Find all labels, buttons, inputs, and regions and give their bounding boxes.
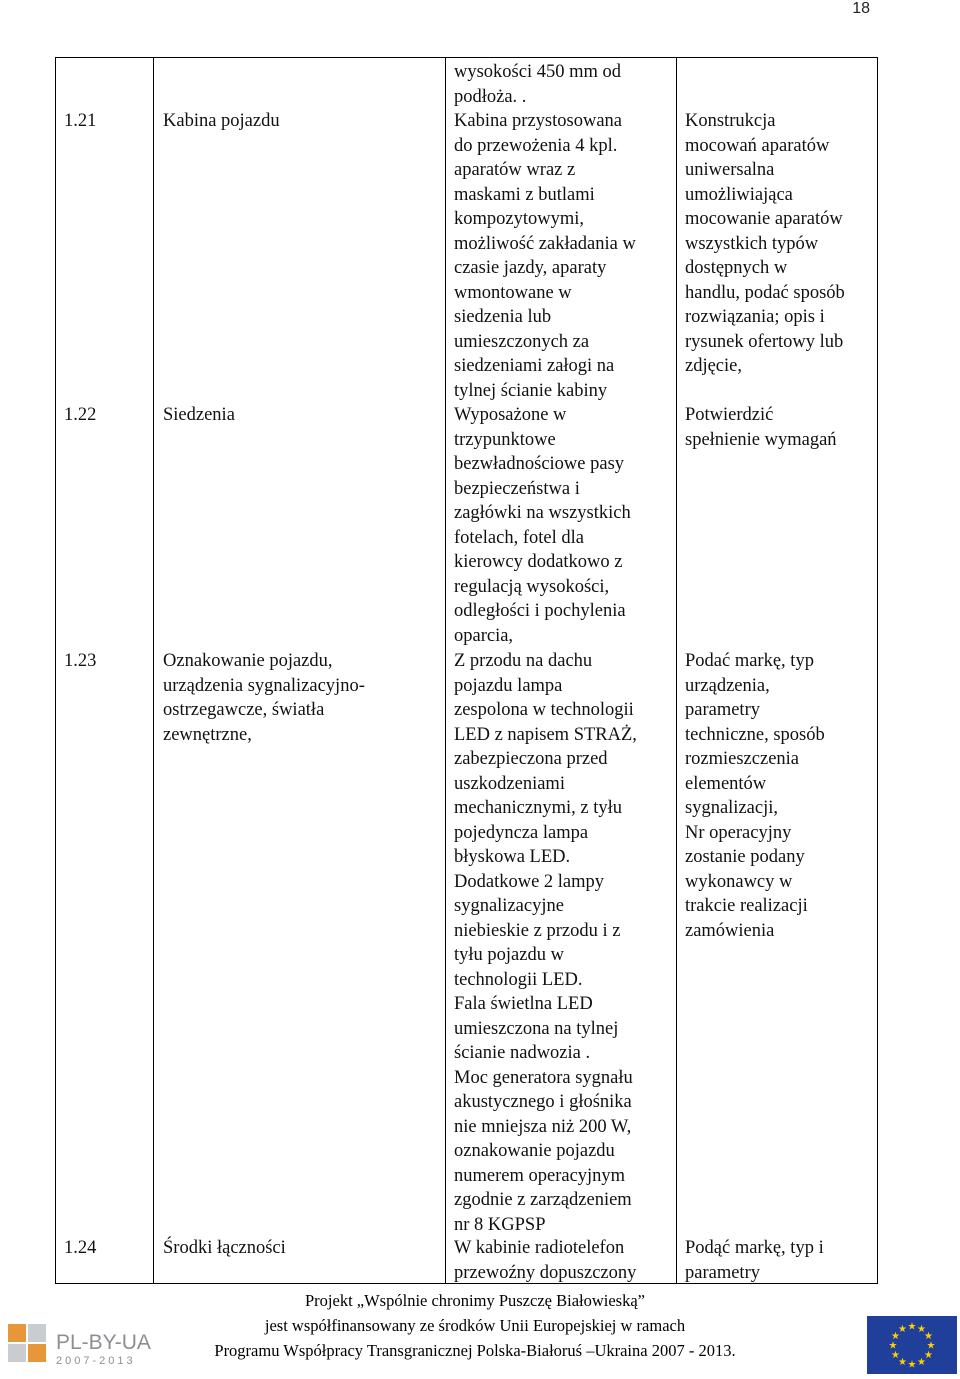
requirement-cell: Kabina przystosowana do przewożenia 4 kpl. aparatów wraz z maskami z butlami kompozytowymi, możliwość zakładania w czasie jazdy, aparaty wmontowane w siedzenia lub umieszczonych za siedzeniami załogi na tylnej ścianie kabiny — [454, 111, 636, 401]
table-column-divider — [445, 58, 446, 1283]
requirement-cell: Wyposażone w trzypunktowe bezwładnościowe pasy bezpieczeństwa i zagłówki na wszystkich fotelach, fotel dla kierowcy dodatkowo z regulacją wysokości, odległości i pochylenia oparcia, — [454, 405, 631, 646]
eu-flag-logo — [867, 1316, 957, 1379]
eu-star-icon: ★ — [907, 1321, 917, 1333]
requirement-cell: W kabinie radiotelefon przewoźny dopuszczony — [454, 1238, 637, 1283]
logo-years: 2007-2013 — [56, 1355, 136, 1367]
row-name: Oznakowanie pojazdu, urządzenia sygnalizacyjno- ostrzegawcze, światła zewnętrzne, — [163, 651, 365, 745]
note-cell: Potwierdzić spełnienie wymagań — [685, 405, 837, 450]
footer-line: Projekt „Wspólnie chronimy Puszczę Białowieską” — [305, 1291, 645, 1310]
eu-star-icon: ★ — [891, 1331, 901, 1342]
pl-by-ua-logo — [6, 1322, 156, 1377]
eu-star-icon: ★ — [907, 1359, 917, 1371]
page-number: 18 — [852, 0, 870, 17]
footer-text — [180, 1288, 770, 1363]
table-column-divider — [676, 58, 677, 1283]
row-name: Kabina pojazdu — [163, 111, 280, 131]
row-number: 1.23 — [64, 651, 97, 671]
eu-star-icon: ★ — [898, 1356, 907, 1368]
footer-line: jest współfinansowany ze środków Unii Europejskiej w ramach — [264, 1316, 686, 1335]
eu-star-icon: ★ — [917, 1356, 926, 1368]
row-number: 1.22 — [64, 405, 97, 425]
row-name: Środki łączności — [163, 1238, 286, 1258]
row-number: 1.21 — [64, 111, 97, 131]
note-cell: Konstrukcja mocowań aparatów uniwersalna umożliwiająca mocowanie aparatów wszystkich typów dostępnych w handlu, podać sposób rozwiązania; opis i rysunek ofertowy lub zdjęcie, — [685, 111, 845, 376]
eu-star-icon: ★ — [923, 1350, 933, 1361]
eu-star-icon: ★ — [898, 1324, 907, 1336]
footer-line: Programu Współpracy Transgranicznej Polska-Białoruś –Ukraina 2007 - 2013. — [214, 1341, 736, 1360]
page-footer — [0, 1288, 960, 1375]
eu-star-icon: ★ — [926, 1340, 936, 1352]
eu-star-icon: ★ — [891, 1350, 901, 1361]
requirement-cell: wysokości 450 mm od podłoża. . — [454, 62, 622, 107]
logo-name: PL-BY-UA — [56, 1331, 151, 1354]
table-column-divider — [153, 58, 154, 1283]
row-number: 1.24 — [64, 1238, 97, 1258]
row-name: Siedzenia — [163, 405, 235, 425]
eu-star-icon: ★ — [917, 1324, 926, 1336]
requirement-cell: Z przodu na dachu pojazdu lampa zespolona w technologii LED z napisem STRAŻ, zabezpieczona przed uszkodzeniami mechanicznymi, z tyłu pojedyncza lampa błyskowa LED. Dodatkowe 2 lampy sygnalizacyjne niebieskie z przodu i z tyłu pojazdu w technologii LED. Fala świetlna LED umieszczona na tylnej ścianie nadwozia . Moc generatora sygnału akustycznego i głośnika nie mniejsza niż 200 W, oznakowanie pojazdu numerem operacyjnym zgodnie z zarządzeniem nr 8 KGPSP — [454, 651, 637, 1235]
note-cell: Podać markę, typ urządzenia, parametry techniczne, sposób rozmieszczenia elementów sygnalizacji, Nr operacyjny zostanie podany wykonawcy w trakcie realizacji zamówienia — [685, 651, 825, 941]
eu-star-icon: ★ — [923, 1331, 933, 1342]
eu-star-icon: ★ — [888, 1340, 898, 1352]
note-cell: Podąć markę, typ i parametry — [685, 1238, 824, 1283]
